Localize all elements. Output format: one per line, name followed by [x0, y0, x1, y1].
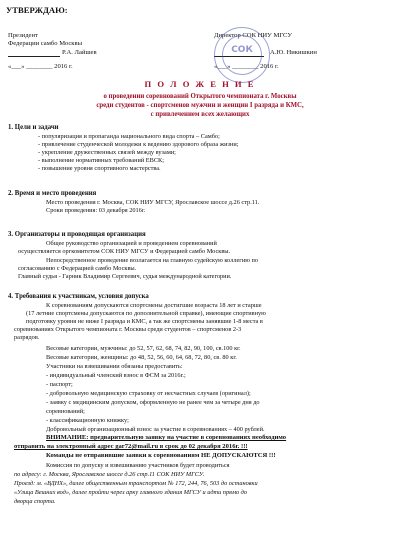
section-3-heading: 3. Организаторы и проводящая организация [8, 231, 146, 238]
left-signatory-name: Р.А. Лайшев [62, 49, 97, 56]
required-doc: - паспорт; [46, 381, 73, 388]
section-4-line: подготовку уровня не ниже I разряда и КМС, а так же спортсмены занявшие 1-8 места в [26, 318, 263, 325]
section-1-item: - выполнение нормативных требований ЕВСК; [38, 157, 164, 164]
travel-line-1: Проезд: м. «ВДНХ», далее общественным транспортом № 172, 244, 76, 503 до остановки [14, 480, 258, 487]
section-3-line: согласованию с Федерацией самбо Москвы. [18, 265, 137, 272]
section-2-heading: 2. Время и место проведения [8, 190, 97, 197]
section-3-line: Общее руководство организацией и проведением соревнований [46, 240, 217, 247]
subtitle-line-3: с привлечением всех желающих [150, 111, 250, 118]
section-3-line: осуществляется оргкомитетом СОК НИУ МГСУ и Федерацией самбо Москвы. [18, 248, 231, 255]
required-doc: - добровольную медицинскую страховку от несчастных случаев (оригинал); [46, 390, 251, 397]
commission-line-1: Комиссия по допуску и взвешиванию участников будет проводиться [46, 462, 230, 469]
section-3-line: Главный судья - Гарник Владимир Сергеевич, судья международной категории. [18, 273, 232, 280]
left-approval-date: «___» ________ 2016 г. [8, 63, 73, 70]
section-2-line: Место проведения г. Москва, СОК НИУ МГСУ, Ярославское шоссе д.26 стр.11. [46, 199, 260, 206]
approval-heading: УТВЕРЖДАЮ: [6, 5, 68, 15]
travel-line-2: «Улица Вешних вод», далее пройти через арку главного здания МГСУ и идти прямо до [14, 489, 248, 496]
warning-line-2: отправить на электронный адрес gar72@mail.ru в срок до 02 декабря 2016г. !!! [14, 443, 248, 450]
document-title: П О Л О Ж Е Н И Е [144, 79, 256, 89]
section-1-item: - укрепление дружественных связей между вузами; [38, 149, 176, 156]
required-doc: - индивидуальный членский взнос в ФСМ за 2016г.; [46, 372, 186, 379]
section-1-item: - популяризация и пропаганда национального вида спорта – Самбо; [38, 133, 220, 140]
section-4-line: соревнованиях Открытого чемпионата г. Москвы среди студентов – спортсменов 2-3 [14, 326, 242, 333]
section-1-item: - повышение уровня спортивного мастерства. [38, 165, 161, 172]
section-4-line: разрядов. [14, 334, 40, 341]
weight-classes-women: Весовые категории, женщины: до 48, 52, 56, 60, 64, 68, 72, 80, св. 80 кг. [46, 354, 237, 361]
section-4-line: (17 летние спортсмены допускаются по дополнительной справке), имеющие спортивную [26, 310, 266, 317]
section-4-heading: 4. Требования к участникам, условия допуска [8, 293, 149, 300]
section-4-line: К соревнованиям допускаются спортсмены достигшие возраста 18 лет и старше [46, 302, 262, 309]
section-4-line: Участники на взвешивании обязаны предоставить: [46, 363, 183, 370]
stamp-label: СОК [231, 45, 253, 55]
subtitle-line-2: среди студентов - спортсменов мужчин и женщин I разряда и КМС, [96, 102, 304, 109]
commission-address: по адресу: г. Москва, Ярославское шоссе д.26 стр.11 СОК НИУ МГСУ. [14, 471, 205, 478]
left-signature-line [8, 56, 60, 57]
warning-line-3: Команды не отправившие заявки к соревнованиям НЕ ДОПУСКАЮТСЯ !!! [46, 452, 276, 459]
right-signatory-name: А.Ю. Никишкин [270, 49, 317, 56]
right-approval-date: «___» ________ 2016 г. [214, 63, 279, 70]
section-2-line: Сроки проведения: 03 декабря 2016г. [46, 207, 146, 214]
travel-line-3: дворца спорта. [14, 498, 56, 505]
section-1-heading: 1. Цели и задачи [8, 124, 59, 131]
section-1-item: - привлечение студенческой молодежи к ведению здорового образа жизни; [38, 141, 239, 148]
required-doc: - заявку с медицинским допуском, оформленную не ранее чем за четыре дня до [46, 399, 260, 406]
official-stamp [214, 27, 270, 83]
required-doc: - классификационную книжку; [46, 417, 129, 424]
required-doc-cont: соревнований; [46, 408, 85, 415]
left-signatory-title: Президент [8, 32, 38, 39]
warning-line-1: ВНИМАНИЕ: предварительную заявку на участие в соревнованиях необходимо [46, 434, 287, 441]
left-signatory-org: Федерации самбо Москвы [8, 40, 83, 47]
weight-classes-men: Весовые категории, мужчины: до 52, 57, 62, 68, 74, 82, 90, 100, св.100 кг. [46, 345, 241, 352]
subtitle-line-1: о проведении соревнований Открытого чемпионата г. Москвы [103, 93, 297, 100]
section-3-line: Непосредственное проведение возлагается на главную судейскую коллегию по [46, 257, 259, 264]
right-signatory-title: Директор СОК НИУ МГСУ [214, 32, 293, 39]
entry-fee: Добровольный организационный взнос за участие в соревнованиях – 400 рублей. [46, 426, 265, 433]
